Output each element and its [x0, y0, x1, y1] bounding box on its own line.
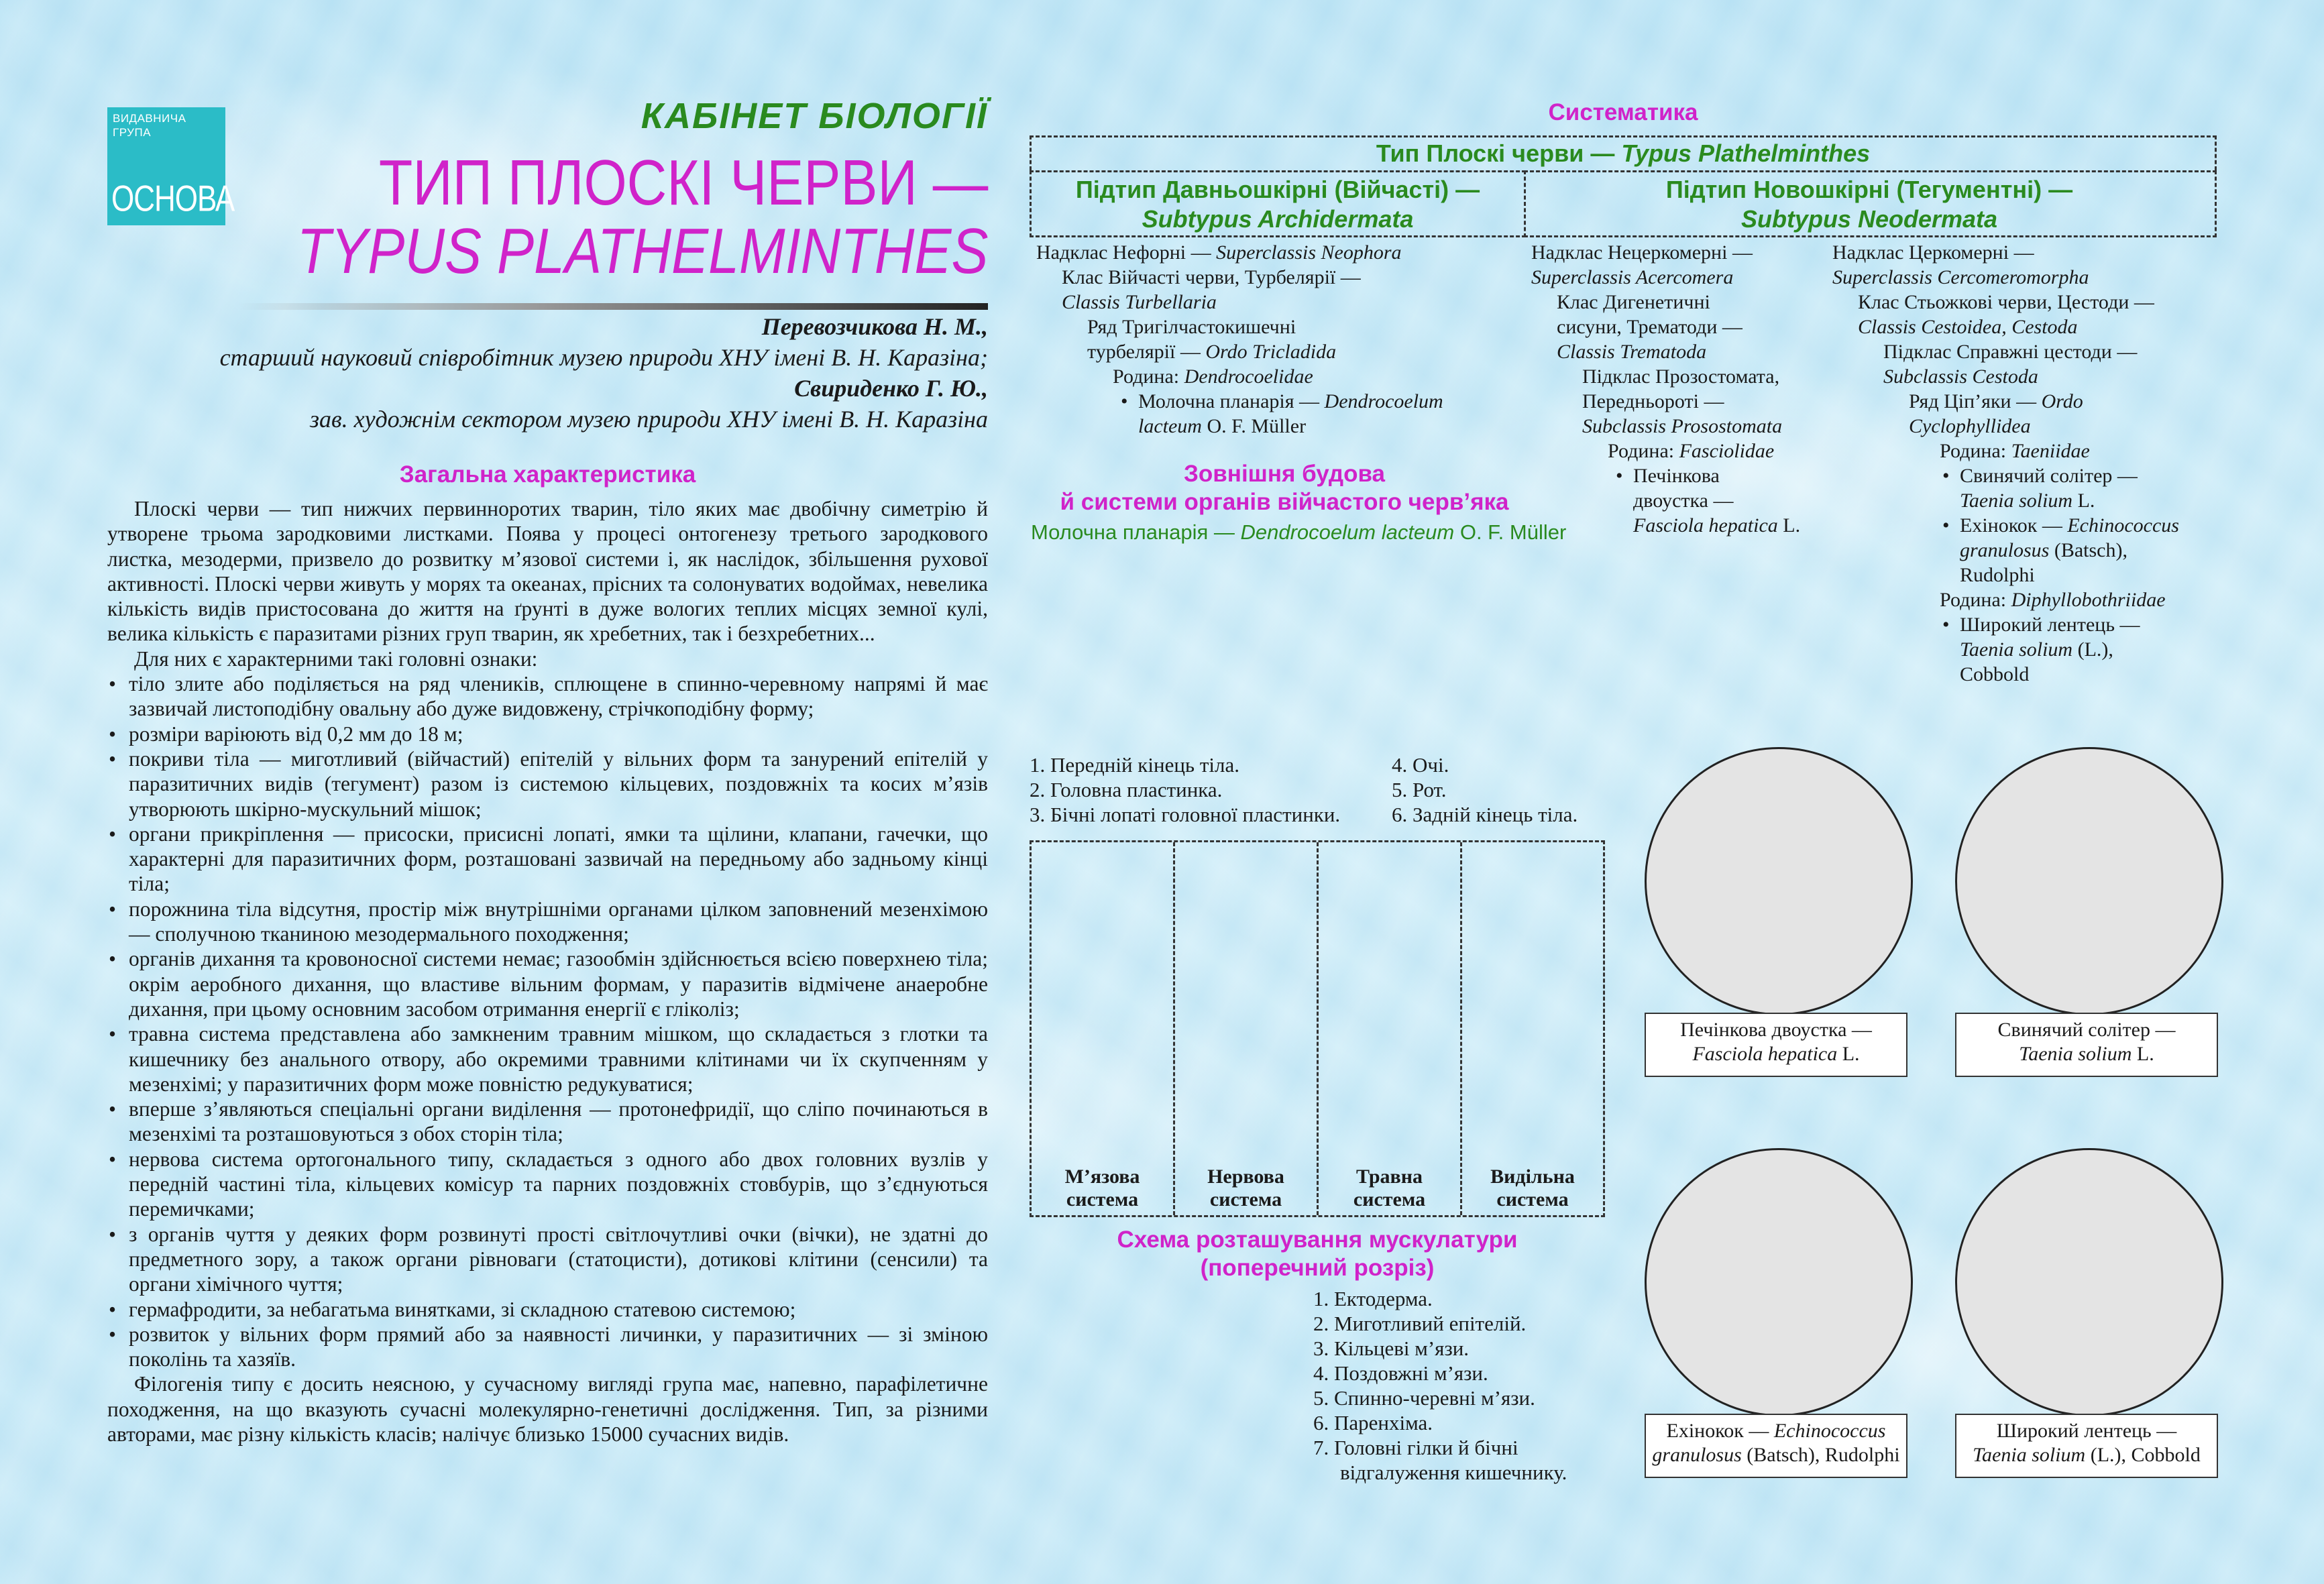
col1-family: Родина: Dendrocoelidae [1113, 365, 1313, 388]
col3-superclass-latin: Superclassis Cercomeromorpha [1832, 266, 2089, 288]
author-2-name: Свириденко Г. Ю., [794, 375, 988, 402]
legend-item: 5. Спинно-черевні м’язи. [1313, 1386, 1535, 1410]
col2-superclass-latin: Superclassis Acercomera [1531, 266, 1734, 288]
list-item: • покриви тіла — миготливий (війчастий) епітелій у вільних форм та занурений епітелій у паразитичних видів (тегумент) разом із системою кільцевих, поздовжніх та косих м’язів утворюють шкірно-мускульний мішок; [107, 746, 988, 822]
page-title-line1: ТИП ПЛОСКІ ЧЕРВИ — [378, 147, 988, 219]
list-item: • травна система представлена або замкненим травним мішком, що складається з глотки та кишечнику без анального отвору, або окремими травними клітинами чи їх скупченням у мезенхімі; у паразитичних форм може повністю редукуватися; [107, 1021, 988, 1096]
organ-systems-panel [1030, 840, 1605, 1217]
systematics-heading: Систематика [1548, 99, 1698, 125]
section-label: КАБІНЕТ БІОЛОГІЇ [641, 96, 988, 136]
col3-species2: • Ехінокок — Echinococcus granulosus (Batsch), Rudolphi [1832, 513, 2235, 587]
system-label: Видільна [1490, 1166, 1575, 1188]
col1-species: • Молочна планарія — Dendrocoelum lacteum O. F. Müller [1036, 389, 1526, 439]
col2-family: Родина: Fasciolidae [1608, 440, 1775, 462]
external-heading [1030, 460, 1539, 516]
system-label: система [1209, 1188, 1282, 1210]
legend-item: 3. Кільцеві м’язи. [1313, 1337, 1470, 1360]
system-label: система [1496, 1188, 1569, 1210]
col3-subclass-latin: Subclassis Cestoda [1883, 365, 2038, 388]
specimen-caption-diphyllobothrium [1955, 1414, 2218, 1478]
col3-family2: Родина: Diphyllobothriidae [1940, 589, 2166, 611]
legend-item: 6. Паренхіма. [1313, 1411, 1433, 1434]
legend-item: 1. Ектодерма. [1313, 1287, 1433, 1310]
col2-superclass: Надклас Нецеркомерні — [1531, 241, 1753, 264]
logo-name: ОСНОВА [111, 178, 235, 219]
col3-order: Ряд Ціп’яки — Ordo [1909, 390, 2083, 412]
col2-subclass: Підклас Прозостомата, [1582, 365, 1780, 388]
author-1-name: Перевозчикова Н. М., [761, 313, 988, 340]
legend-item: 4. Очі. [1392, 753, 1449, 777]
list-item: • нервова система ортогонального типу, складається з одного або двох головних вузлів у передній частині тіла, кільцевих комісур та парних поздовжніх стовбурів, що з’єднуються перемичками; [107, 1147, 988, 1222]
page-title-line2: TYPUS PLATHELMINTHES [296, 215, 988, 287]
muscle-legend [1313, 1286, 1608, 1485]
list-item: • органів дихання та кровоносної системи немає; газообмін здійснюється всією поверхнею тіла; окрім аеробного дихання, що властиве вільним формам, у паразитів відмічене анаеробне дихання, при цьому основним засобом отримання енергії є гліколіз; [107, 946, 988, 1021]
specimen-latin: Taenia solium (L.), Cobbold [1973, 1444, 2201, 1466]
taxonomy-column-3 [1832, 240, 2235, 687]
general-heading: Загальна характеристика [399, 461, 696, 488]
specimen-name: Ехінокок — Echinococcus [1666, 1420, 1886, 1442]
digestive-system-panel [1319, 842, 1462, 1215]
col2-class-latin: Classis Trematoda [1557, 341, 1707, 363]
specimen-caption-fasciola [1645, 1013, 1907, 1077]
general-intro: Плоскі черви — тип нижчих первинноротих тварин, тіло яких має двобічну симетрію й утворене трьома зародковими листками. Поява у процесі онтогенезу третього зародкового листка, мезодерми, призвело до розвитку м’язової системи і, як наслідок, збільшення рухової активності. Плоскі черви живуть у морях та океанах, прісних та солонуватих водоймах, невелика кількість видів пристосована до життя на ґрунті в дуже вологих теплих місцях земної кулі, велика кількість є паразитами різних груп тварин, як хребетних, так і безхребетних... [107, 497, 988, 646]
col1-order-latin: турбелярії — Ordo Tricladida [1087, 341, 1337, 363]
col3-species3: • Широкий лентець — Taenia solium (L.), Cobbold [1832, 612, 2235, 687]
col1-order: Ряд Тригілчастокишечні [1087, 316, 1296, 338]
specimen-image-echinococcus [1645, 1148, 1913, 1416]
list-item: • тіло злите або поділяється на ряд члеників, сплющене в спинно-черевному напрямі й має зазвичай листоподібну овальну або дуже видовжену, стрічкоподібну форму; [107, 671, 988, 722]
col2-class2: сисуни, Трематоди — [1557, 316, 1742, 338]
legend-item: відгалуження кишечнику. [1340, 1461, 1567, 1484]
list-item: • розміри варіюють від 0,2 мм до 18 м; [107, 722, 988, 746]
muscle-heading-line2: (поперечний розріз) [1200, 1255, 1435, 1281]
list-item: • порожнина тіла відсутня, простір між внутрішніми органами цілком заповнений мезенхімою — сполучною тканиною мезодермального походження; [107, 897, 988, 947]
specimen-image-diphyllobothrium [1955, 1148, 2223, 1416]
specimen-image-taenia [1955, 747, 2223, 1015]
type-label: Тип Плоскі черви — Typus Plathelminthes [1376, 139, 1871, 167]
system-label: Травна [1355, 1166, 1423, 1188]
col3-family1: Родина: Taeniidae [1940, 440, 2090, 462]
features-list [107, 671, 988, 1371]
subtype-neodermata-box [1524, 170, 2217, 237]
specimen-image-fasciola [1645, 747, 1913, 1015]
logo-line2: ГРУПА [113, 126, 152, 139]
general-closing: Філогенія типу є досить неясною, у сучасному вигляді група має, напевно, парафілетичне походження, на що вказують сучасні молекулярно-генетичні дослідження. Тип, за різними авторами, має різну кількість класів; налічує близько 15000 сучасних видів. [107, 1372, 988, 1446]
external-subtitle: Молочна планарія — Dendrocoelum lacteum O. F. Müller [1031, 520, 1567, 544]
system-label: система [1066, 1188, 1139, 1210]
author-1-role: старший науковий співробітник музею природи ХНУ імені В. Н. Каразіна; [219, 344, 988, 371]
legend-item: 1. Передній кінець тіла. [1030, 753, 1239, 777]
muscle-heading-line1: Схема розташування мускулатури [1117, 1227, 1518, 1253]
legend-right [1392, 752, 1613, 827]
author-2-role: зав. художнім сектором музею природи ХНУ імені В. Н. Каразіна [309, 406, 988, 433]
subtype-archidermata-box [1030, 170, 1526, 237]
specimen-latin: Taenia solium L. [2019, 1043, 2154, 1065]
subtype2-label: Підтип Новошкірні (Тегументні) — [1665, 176, 2073, 203]
col3-superclass: Надклас Церкомерні — [1832, 241, 2034, 264]
specimen-caption-taenia [1955, 1013, 2218, 1077]
external-heading-line1: Зовнішня будова [1183, 461, 1385, 487]
specimen-latin: Fasciola hepatica L. [1692, 1043, 1860, 1065]
col3-species1: • Свинячий солітер — Taenia solium L. [1832, 463, 2235, 513]
col2-class: Клас Дигенетичні [1557, 291, 1710, 313]
col1-class: Клас Війчасті черви, Турбелярії — [1062, 266, 1361, 288]
col1-superclass: Надклас Нефорні — Superclassis Neophora [1036, 241, 1402, 264]
list-item: • гермафродити, за небагатьма винятками, зі складною статевою системою; [107, 1297, 988, 1322]
muscle-heading [1030, 1226, 1605, 1282]
col3-order-latin: Cyclophyllidea [1909, 415, 2031, 437]
legend-item: 2. Миготливий епітелій. [1313, 1312, 1527, 1335]
col2-species: • Печінкова двоустка — Fasciola hepatica L. [1531, 463, 1826, 538]
general-body [107, 496, 988, 1447]
list-item: • розвиток у вільних форм прямий або за наявності личинки, у паразитичних — зі зміною поколінь та хазяїв. [107, 1322, 988, 1372]
list-item: • органи прикріплення — присоски, присисні лопаті, ямки та щілини, клапани, гачечки, що характерні для паразитичних форм, розташовані зазвичай на передньому або задньому кінці тіла; [107, 822, 988, 897]
nervous-system-panel [1175, 842, 1319, 1215]
specimen-caption-echinococcus [1645, 1414, 1907, 1478]
specimen-name: Печінкова двоустка — [1680, 1019, 1872, 1041]
specimen-latin: granulosus (Batsch), Rudolphi [1652, 1444, 1900, 1466]
specimen-name: Широкий лентець — [1996, 1420, 2177, 1442]
system-label: М’язова [1064, 1166, 1140, 1188]
external-heading-line2: й системи органів війчастого черв’яка [1060, 489, 1509, 515]
subtype1-latin: Subtypus Archidermata [1142, 205, 1414, 233]
list-item: • з органів чуття у деяких форм розвинуті прості світлочутливі очки (вічки), не здатні до предметного зору, а також органи рівноваги (статоцисти), дотикові клітини (сенсили) та органи хімічного чуття; [107, 1222, 988, 1297]
col1-class-latin: Classis Turbellaria [1062, 291, 1217, 313]
type-box [1030, 135, 2217, 170]
col3-class-latin: Classis Cestoidea, Cestoda [1858, 316, 2078, 338]
col3-class: Клас Стьожкові черви, Цестоди — [1858, 291, 2154, 313]
legend-item: 3. Бічні лопаті головної пластинки. [1030, 803, 1341, 826]
muscular-system-panel [1032, 842, 1175, 1215]
legend-item: 4. Поздовжні м’язи. [1313, 1361, 1488, 1385]
system-label: Нервова [1207, 1166, 1284, 1188]
legend-left [1030, 752, 1392, 827]
col2-subclass2: Передньороті — [1582, 390, 1724, 412]
subtype1-label: Підтип Давньошкірні (Війчасті) — [1075, 176, 1480, 203]
taxonomy-column-2 [1531, 240, 1826, 538]
legend-item: 2. Головна пластинка. [1030, 778, 1223, 801]
col2-subclass-latin: Subclassis Prosostomata [1582, 415, 1783, 437]
publisher-logo [107, 107, 235, 225]
legend-item: 5. Рот. [1392, 778, 1447, 801]
legend-item: 6. Задній кінець тіла. [1392, 803, 1578, 826]
legend-item: 7. Головні гілки й бічні [1313, 1436, 1518, 1459]
list-item: • вперше з’являються спеціальні органи виділення — протонефридії, що сліпо починаються в мезенхімі та розташовуються з обох сторін тіла; [107, 1096, 988, 1147]
title-divider [238, 303, 988, 310]
logo-line1: ВИДАВНИЧА [113, 112, 186, 125]
taxonomy-column-1 [1036, 240, 1526, 439]
general-lead: Для них є характерними такі головні ознаки: [134, 646, 538, 671]
subtype2-latin: Subtypus Neodermata [1740, 205, 1998, 233]
specimen-name: Свинячий солітер — [1997, 1019, 2176, 1041]
excretory-system-panel [1462, 842, 1603, 1215]
system-label: система [1353, 1188, 1426, 1210]
col3-subclass: Підклас Справжні цестоди — [1883, 341, 2138, 363]
